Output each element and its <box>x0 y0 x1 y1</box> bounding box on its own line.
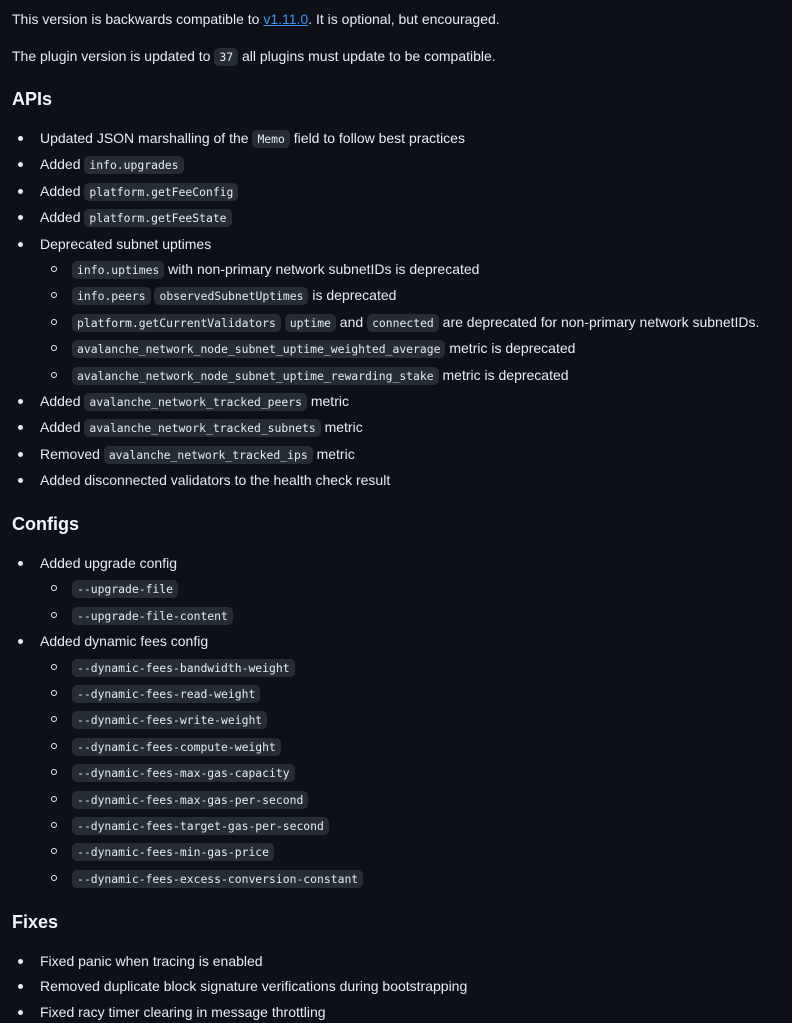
sublist-item: --upgrade-file <box>40 578 788 600</box>
sublist-item: --dynamic-fees-bandwidth-weight <box>40 657 788 679</box>
list-item: Updated JSON marshalling of the Memo field to follow best practices <box>12 128 788 150</box>
sublist-item: info.uptimes with non-primary network subnetIDs is deprecated <box>40 259 788 281</box>
sublist-item: --dynamic-fees-read-weight <box>40 683 788 705</box>
version-link[interactable]: v1.11.0 <box>263 11 309 27</box>
list-item: Added avalanche_network_tracked_peers metric <box>12 391 788 413</box>
sublist-item: --dynamic-fees-max-gas-capacity <box>40 762 788 784</box>
sublist-item: --dynamic-fees-excess-conversion-constant <box>40 868 788 890</box>
sublist-item: --dynamic-fees-compute-weight <box>40 736 788 758</box>
sublist-item: --dynamic-fees-max-gas-per-second <box>40 789 788 811</box>
apis-heading: APIs <box>12 89 53 109</box>
dynamic-fees-sublist <box>40 657 788 890</box>
sublist-item: avalanche_network_node_subnet_uptime_weighted_average metric is deprecated <box>40 338 788 360</box>
list-item: Added platform.getFeeConfig <box>12 181 788 203</box>
list-item: Added info.upgrades <box>12 154 788 176</box>
list-item: Deprecated subnet uptimes info.uptimes with non-primary network subnetIDs is deprecated info.peers observedSubnetUptimes is deprecated platform.getCurrentValidators uptime and connected are deprecated for non-primary network subnetIDs. avalanche_network_node_subnet_uptime_weighted_average metric is deprecated avalanche_network_node_subnet_uptime_rewarding_stake metric is deprecated <box>12 234 788 387</box>
sublist-item: --dynamic-fees-write-weight <box>40 709 788 731</box>
list-item: Added avalanche_network_tracked_subnets metric <box>12 417 788 439</box>
list-item: Removed avalanche_network_tracked_ips metric <box>12 444 788 466</box>
list-item: Removed duplicate block signature verifications during bootstrapping <box>12 976 788 997</box>
list-item: Added platform.getFeeState <box>12 207 788 229</box>
sublist-item: info.peers observedSubnetUptimes is deprecated <box>40 285 788 307</box>
list-item: Added upgrade config --upgrade-file --upgrade-file-content <box>12 553 788 627</box>
compatibility-note: This version is backwards compatible to v1.11.0. It is optional, but encouraged. <box>12 11 500 27</box>
sublist-item: avalanche_network_node_subnet_uptime_rewarding_stake metric is deprecated <box>40 365 788 387</box>
configs-list <box>12 553 788 890</box>
apis-list <box>12 128 788 491</box>
subnet-uptimes-sublist <box>40 259 788 387</box>
sublist-item: --dynamic-fees-min-gas-price <box>40 841 788 863</box>
upgrade-config-sublist <box>40 578 788 626</box>
fixes-list <box>12 951 788 1023</box>
plugin-version-code: 37 <box>214 48 238 66</box>
release-notes <box>12 9 788 1023</box>
list-item: Added disconnected validators to the health check result <box>12 470 788 491</box>
sublist-item: --dynamic-fees-target-gas-per-second <box>40 815 788 837</box>
plugin-version-note: The plugin version is updated to 37 all plugins must update to be compatible. <box>12 48 496 64</box>
list-item: Added dynamic fees config --dynamic-fees-bandwidth-weight --dynamic-fees-read-weight --dynamic-fees-write-weight --dynamic-fees-compute-weight --dynamic-fees-max-gas-capacity --dynamic-fees-max-gas-per-second --dynamic-fees-target-gas-per-second --dynamic-fees-min-gas-price --dynamic-fees-excess-conversion-constant <box>12 631 788 890</box>
configs-heading: Configs <box>12 514 79 535</box>
list-item: Fixed racy timer clearing in message throttling <box>12 1002 788 1023</box>
list-item: Fixed panic when tracing is enabled <box>12 951 788 972</box>
sublist-item: platform.getCurrentValidators uptime and connected are deprecated for non-primary network subnetIDs. <box>40 312 788 334</box>
sublist-item: --upgrade-file-content <box>40 605 788 627</box>
fixes-heading: Fixes <box>12 911 59 932</box>
